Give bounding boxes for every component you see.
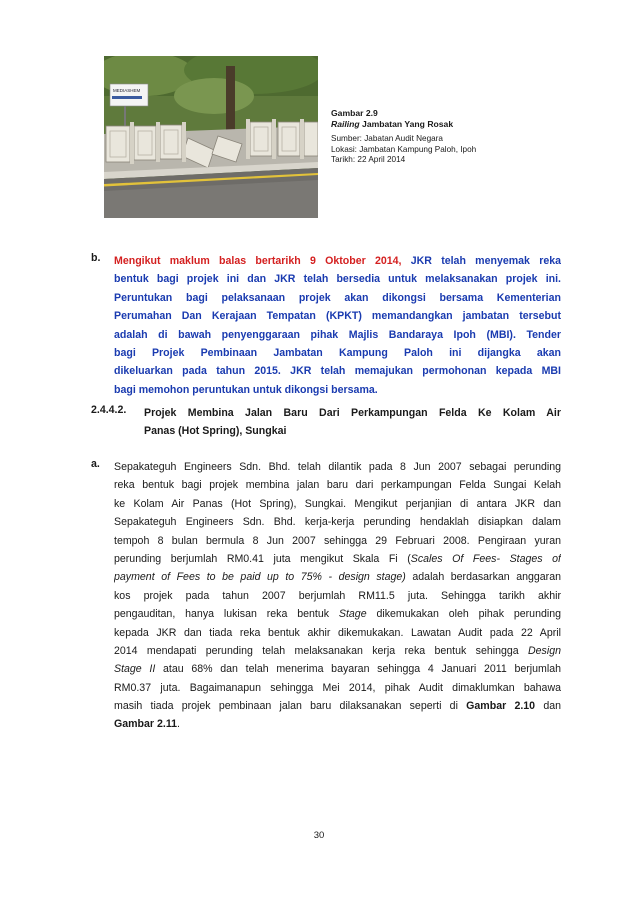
italic-run: Stage (338, 608, 367, 621)
paragraph-a-line (114, 605, 561, 623)
paragraph-b-line: bagi Projek Pembinaan Jambatan Kampung Paloh ini dijangka akan (114, 346, 561, 359)
paragraph-a-line (114, 550, 561, 568)
paragraph-a-line: tempoh 8 bulan bermula 8 Jun 2007 sehingga 29 Februari 2008. Pengiraan yuran (114, 534, 561, 547)
paragraph-b-line: bagi memohon peruntukan untuk dikongsi bersama. (114, 383, 378, 396)
page-number: 30 (313, 830, 325, 841)
figure-ref: Gambar 2.11 (114, 718, 178, 731)
railing-photo (104, 56, 318, 218)
text-run: dan (535, 700, 561, 713)
section-heading (91, 404, 561, 441)
paragraph-a-line (114, 642, 561, 660)
text-run: 2014 mendapati perunding telah melaksanakan kerja reka bentuk sehingga (114, 644, 529, 657)
paragraph-a-marker: a. (91, 458, 100, 470)
paragraph-b-line: bentuk bagi projek ini dan JKR telah bersedia untuk melaksanakan projek ini. (114, 273, 561, 286)
text-run: dikemukakan oleh pihak perunding (366, 608, 561, 621)
paragraph-a-line (114, 568, 561, 586)
paragraph-b (91, 252, 561, 399)
response-date-text: Mengikut maklum balas bertarikh 9 Oktober 2014, (114, 255, 402, 267)
section-title-line: Panas (Hot Spring), Sungkai (144, 425, 287, 438)
paragraph-a-line (114, 660, 561, 678)
paragraph-a-line: RM0.37 juta. Bagaimanapun sehingga Mei 2014, pihak Audit dimaklumkan bahawa (114, 681, 561, 694)
figure-ref: Gambar 2.10 (466, 700, 536, 713)
figure-location: Lokasi: Jambatan Kampung Paloh, Ipoh (331, 144, 477, 154)
paragraph-b-line: adalah di bawah penyenggaraan pihak Majlis Bandaraya Ipoh (MBI). Tender (114, 328, 561, 341)
paragraph-b-marker: b. (91, 252, 101, 264)
paragraph-a-line: reka bentuk bagi projek membina jalan baru dari perkampungan Felda Sungai Kelah (114, 479, 561, 492)
figure-subtitle (331, 119, 561, 130)
figure-title: Gambar 2.9 (331, 108, 378, 118)
paragraph-b-line (114, 252, 561, 270)
paragraph-a-line (114, 715, 561, 733)
paragraph-b-line: Perumahan Dan Kerajaan Tempatan (KPKT) memandangkan jambatan tersebut (114, 310, 561, 323)
text-run: adalah berdasarkan anggaran (405, 571, 561, 584)
paragraph-a-line (114, 697, 561, 715)
italic-run: Design (528, 644, 561, 657)
italic-run: Stage II (114, 663, 156, 676)
sign-text: MEDIASHEM (113, 88, 141, 93)
paragraph-a-line: kos projek pada tahun 2007 berjumlah RM11.5 juta. Sehingga tarikh akhir (114, 589, 561, 602)
figure-date: Tarikh: 22 April 2014 (331, 155, 406, 164)
paragraph-b-line: Peruntukan bagi pelaksanaan projek akan dikongsi bersama Kementerian (114, 291, 561, 304)
text-run: atau 68% dan telah menerima bayaran sehingga 4 Januari 2011 berjumlah (155, 663, 561, 676)
figure-subtitle-italic: Railing (331, 119, 360, 129)
figure-caption (331, 108, 561, 166)
text-run: . (177, 718, 180, 731)
figure-subtitle-rest: Jambatan Yang Rosak (359, 119, 454, 129)
paragraph-a-line: Sepakateguh Engineers Sdn. Bhd. telah dilantik pada 8 Jun 2007 sebagai perunding (114, 461, 561, 473)
paragraph-b-line: dikeluarkan pada tahun 2015. JKR telah memajukan permohonan kepada MBI (114, 365, 561, 378)
response-text: JKR telah menyemak reka (401, 255, 561, 267)
figure-source: Sumber: Jabatan Audit Negara (331, 134, 443, 143)
section-title-line: Projek Membina Jalan Baru Dari Perkampungan Felda Ke Kolam Air (144, 407, 561, 419)
italic-run: Scales Of Fees- Stages of (410, 552, 561, 565)
paragraph-a-line: kepada JKR dan tiada reka bentuk akhir dikemukakan. Lawatan Audit pada 22 April (114, 626, 561, 639)
section-number: 2.4.4.2. (91, 404, 127, 416)
text-run: pengauditan, hanya lukisan reka bentuk (114, 608, 339, 621)
text-run: perunding berjumlah RM0.41 juta mengikut Skala Fi ( (114, 552, 411, 565)
paragraph-a-line: ke Kolam Air Panas (Hot Spring), Sungkai. Mengikut perjanjian di antara JKR dan (114, 497, 561, 510)
paragraph-a-line: Sepakateguh Engineers Sdn. Bhd. kerja-kerja perunding hendaklah disiapkan dalam (114, 516, 561, 529)
text-run: masih tiada projek pembinaan jalan baru dilaksanakan seperti di (114, 700, 467, 713)
paragraph-a (91, 458, 561, 734)
italic-run: payment of Fees to be paid up to 75% - design stage) (114, 571, 406, 584)
